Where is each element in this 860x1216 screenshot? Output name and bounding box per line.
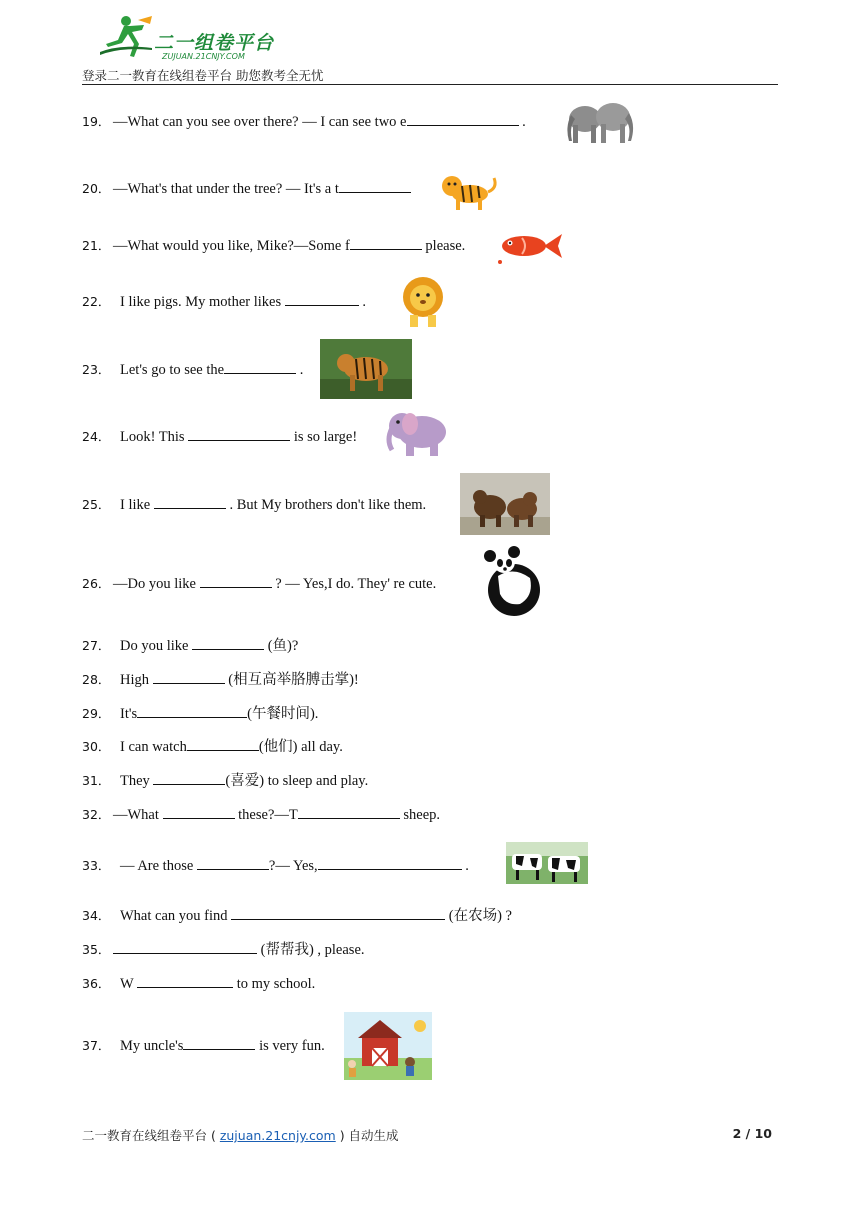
page-footer: [82, 1126, 772, 1144]
question-text: W: [120, 976, 138, 992]
question-number: 23．: [82, 362, 111, 377]
footer-site-link[interactable]: zujuan.21cnjy.com: [219, 1128, 336, 1143]
tiger-photo-icon: [320, 339, 412, 399]
farm-cartoon-icon: [344, 1012, 432, 1080]
answer-blank[interactable]: [224, 360, 296, 374]
question-number: 26．: [82, 576, 111, 591]
question-number: 27．: [82, 638, 111, 653]
answer-blank[interactable]: [339, 179, 411, 193]
question-29: [82, 704, 318, 723]
question-number: 34．: [82, 908, 111, 923]
question-text-end: .: [518, 114, 526, 130]
question-number: 29．: [82, 706, 111, 721]
question-text: I like: [120, 497, 154, 513]
question-number: 36．: [82, 976, 111, 991]
question-text-end: (帮帮我) , please.: [257, 942, 365, 958]
answer-blank[interactable]: [318, 856, 462, 870]
question-text-end: (午餐时间).: [247, 706, 319, 722]
question-30: [82, 737, 343, 756]
tiger-cartoon-icon: [438, 168, 500, 214]
header-tagline: 登录二一教育在线组卷平台 助您教考全无忧: [82, 68, 324, 83]
panda-icon: [476, 546, 546, 620]
runner-logo-icon: [96, 14, 156, 60]
question-20: [82, 179, 411, 198]
question-text: —Do you like: [113, 576, 200, 592]
question-text: I can watch: [120, 739, 187, 755]
bears-photo-icon: [460, 473, 550, 535]
question-22: [82, 292, 366, 311]
answer-blank[interactable]: [192, 636, 264, 650]
answer-blank[interactable]: [153, 771, 225, 785]
question-text-mid: ?— Yes,: [268, 858, 318, 874]
question-text-end: .: [296, 362, 304, 378]
answer-blank[interactable]: [137, 704, 247, 718]
answer-blank[interactable]: [407, 112, 519, 126]
question-21: [82, 236, 465, 255]
answer-blank[interactable]: [163, 805, 235, 819]
answer-blank[interactable]: [188, 427, 290, 441]
question-number: 28．: [82, 672, 111, 687]
question-28: [82, 670, 359, 689]
question-27: [82, 636, 298, 655]
answer-blank[interactable]: [187, 737, 259, 751]
logo-english-text: ZUJUAN.21CNJY.COM: [162, 52, 245, 61]
answer-blank[interactable]: [183, 1036, 255, 1050]
question-text-end: (相互高举胳膊击掌)!: [224, 672, 359, 688]
footer-prefix: 二一教育在线组卷平台 (: [82, 1128, 220, 1143]
question-number: 32．: [82, 807, 111, 822]
question-text-end: is so large!: [290, 429, 358, 445]
elephants-image-icon: [563, 97, 637, 147]
question-number: 25．: [82, 497, 111, 512]
question-text: What can you find: [120, 908, 232, 924]
answer-blank[interactable]: [285, 292, 359, 306]
footer-suffix: ) 自动生成: [335, 1128, 399, 1143]
question-number: 22．: [82, 294, 111, 309]
question-number: 20．: [82, 181, 111, 196]
lion-cartoon-icon: [398, 275, 448, 329]
question-23: [82, 360, 303, 379]
question-text-end: to my school.: [233, 976, 316, 992]
question-text-end: .: [358, 294, 366, 310]
question-26: [82, 574, 436, 593]
question-text-end: . But My brothers don't like them.: [225, 497, 427, 513]
question-37: [82, 1036, 325, 1055]
question-number: 31．: [82, 773, 111, 788]
question-number: 19．: [82, 114, 111, 129]
question-number: 37．: [82, 1038, 111, 1053]
question-number: 30．: [82, 739, 111, 754]
question-35: [82, 940, 365, 959]
question-text: Let's go to see the: [120, 362, 225, 378]
answer-blank[interactable]: [200, 574, 272, 588]
question-number: 21．: [82, 238, 111, 253]
answer-blank[interactable]: [153, 670, 225, 684]
question-text: They: [120, 773, 154, 789]
answer-blank[interactable]: [197, 856, 269, 870]
elephant-cartoon-icon: [384, 404, 454, 460]
question-36: [82, 974, 315, 993]
question-text: I like pigs. My mother likes: [120, 294, 285, 310]
question-19: [82, 112, 526, 131]
question-text-end: .: [461, 858, 469, 874]
cows-photo-icon: [506, 842, 588, 884]
question-text: Look! This: [120, 429, 189, 445]
question-text: — Are those: [120, 858, 197, 874]
question-text-end: ? — Yes,I do. They' re cute.: [271, 576, 437, 592]
question-24: [82, 427, 357, 446]
question-text: Do you like: [120, 638, 193, 654]
fish-cartoon-icon: [496, 228, 566, 266]
question-text-end: (他们) all day.: [258, 739, 343, 755]
question-number: 33．: [82, 858, 111, 873]
question-25: [82, 495, 426, 514]
page-number: 2 / 10: [732, 1126, 772, 1141]
question-number: 35．: [82, 942, 111, 957]
answer-blank[interactable]: [154, 495, 226, 509]
question-text: —What can you see over there? — I can see two e: [113, 114, 407, 130]
answer-blank[interactable]: [137, 974, 233, 988]
answer-blank[interactable]: [113, 940, 257, 954]
question-text: —What would you like, Mike?—Some f: [113, 238, 350, 254]
question-text: —What: [113, 807, 163, 823]
answer-blank[interactable]: [298, 805, 400, 819]
question-text-end: (鱼)?: [264, 638, 299, 654]
question-number: 24．: [82, 429, 111, 444]
question-32: [82, 805, 440, 824]
logo-chinese-text: 二一组卷平台: [154, 32, 275, 54]
answer-blank[interactable]: [231, 906, 445, 920]
answer-blank[interactable]: [350, 236, 422, 250]
question-text-mid: these?—T: [234, 807, 298, 823]
question-text-end: please.: [421, 238, 466, 254]
question-text: My uncle's: [120, 1038, 184, 1054]
question-33: [82, 856, 469, 875]
question-34: [82, 906, 512, 925]
question-text: It's: [120, 706, 138, 722]
question-text-end: (在农场) ?: [445, 908, 512, 924]
header-divider: [82, 84, 778, 85]
question-text: High: [120, 672, 153, 688]
platform-logo: [96, 14, 296, 64]
question-text: —What's that under the tree? — It's a t: [113, 181, 339, 197]
question-text-end: (喜爱) to sleep and play.: [225, 773, 369, 789]
question-31: [82, 771, 368, 790]
question-text-end: is very fun.: [255, 1038, 325, 1054]
question-text-end: sheep.: [399, 807, 441, 823]
